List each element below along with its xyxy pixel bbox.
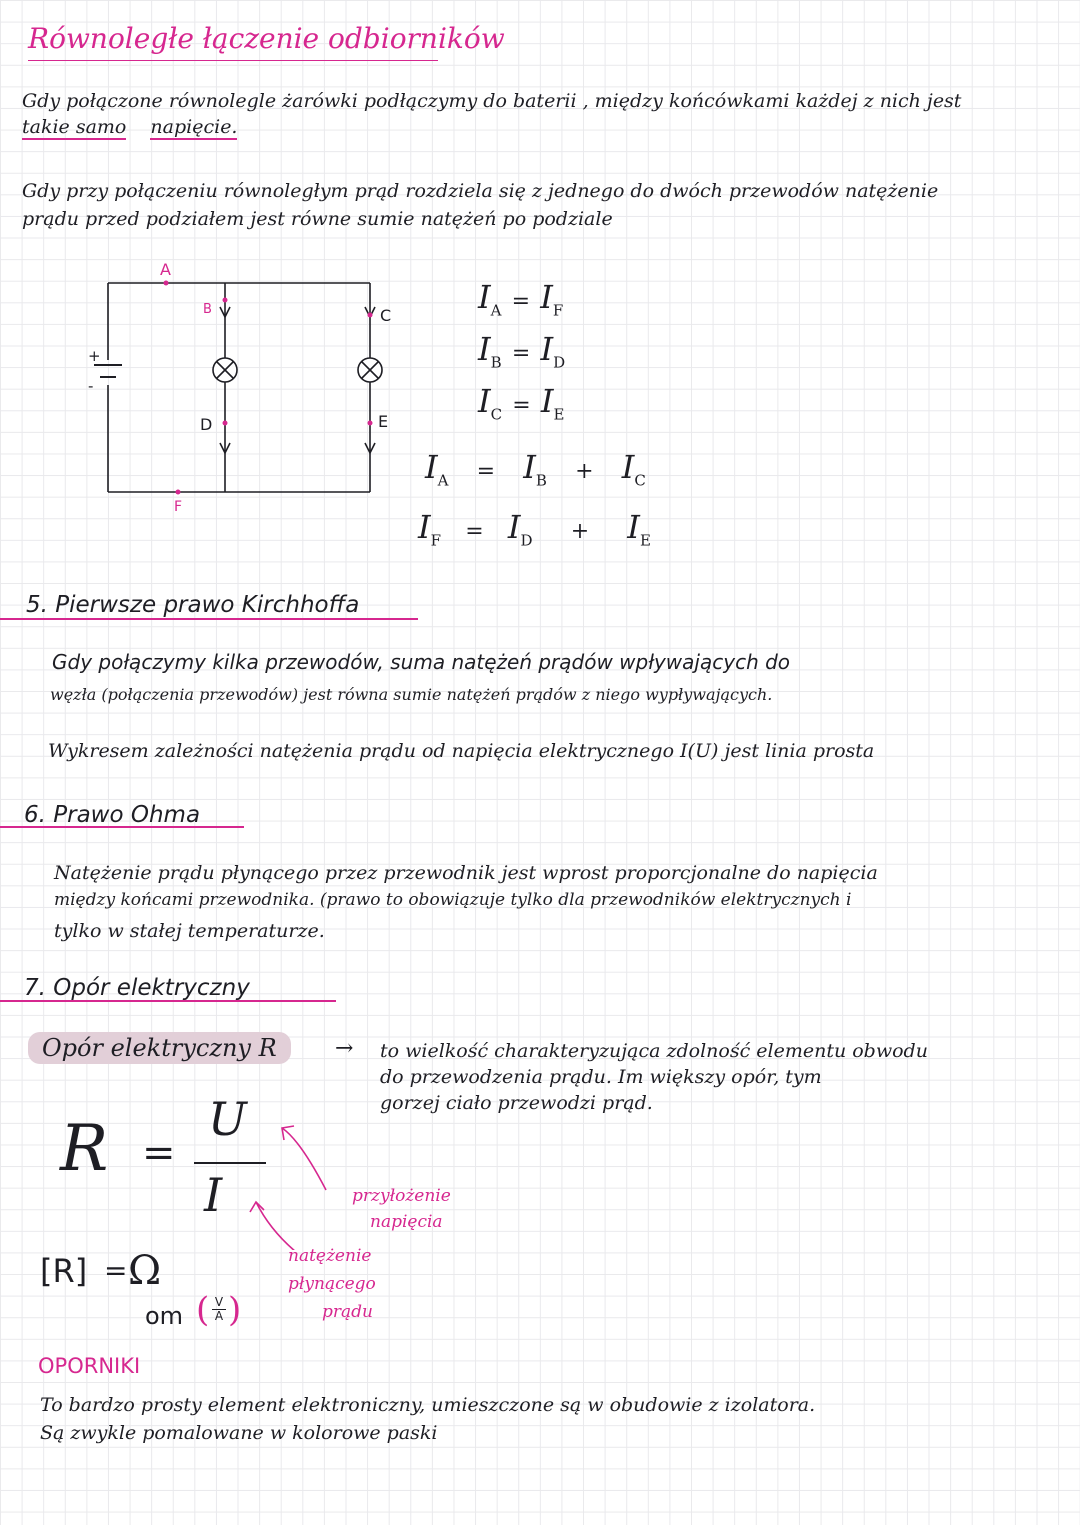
equation-if-sum: $I_F = I_D + I_E$ <box>418 508 651 550</box>
page-title: Równoległe łączenie odbiorników <box>28 22 505 55</box>
lamp-2-icon <box>358 358 382 382</box>
unit-equals: = <box>104 1254 128 1287</box>
definition-arrow: → <box>335 1036 354 1061</box>
section-6-line-3: tylko w stałej temperaturze. <box>54 920 325 942</box>
note-current-1: natężenie <box>288 1246 372 1266</box>
section-5-underline <box>0 618 418 620</box>
intro-underlined-2: napięcie. <box>150 116 238 138</box>
section-5-heading: 5. Pierwsze prawo Kirchhoffa <box>26 592 360 618</box>
equation-ib-id: $I_B = I_D$ <box>478 330 566 372</box>
note-current-3: prądu <box>322 1302 373 1322</box>
label-f: F <box>174 499 183 515</box>
label-a: A <box>160 260 171 279</box>
node-d-dot <box>223 421 228 426</box>
unit-paren-right: ) <box>228 1290 242 1330</box>
label-c: C <box>380 306 392 325</box>
section-5-line-3: Wykresem zależności natężenia prądu od napięcia elektrycznego I(U) jest linia prosta <box>48 740 875 762</box>
title-underline <box>28 60 438 61</box>
annotation-arrows <box>240 1110 360 1250</box>
definition-line-2: do przewodzenia prądu. Im większy opór, tym <box>380 1066 822 1088</box>
resistance-highlight: Opór elektryczny R <box>28 1032 291 1064</box>
lamp-1-icon <box>213 358 237 382</box>
formula-equals: = <box>142 1130 176 1176</box>
definition-line-3: gorzej ciało przewodzi prąd. <box>380 1092 653 1114</box>
section-6-heading: 6. Prawo Ohma <box>24 802 201 828</box>
parallel-circuit-diagram <box>70 255 410 525</box>
section-6-underline <box>0 826 244 828</box>
unit-bracket-r: [R] <box>40 1252 88 1290</box>
split-line-1: Gdy przy połączeniu równoległym prąd rozdziela się z jednego do dwóch przewodów natężenie <box>22 180 939 202</box>
section-6-line-1: Natężenie prądu płynącego przez przewodnik jest wprost proporcjonalne do napięcia <box>54 862 878 884</box>
formula-numerator-u: U <box>208 1092 247 1146</box>
equation-ia-if: $I_A = I_F$ <box>478 278 564 320</box>
node-c-dot <box>368 313 373 318</box>
label-e: E <box>378 412 389 431</box>
split-line-2: prądu przed podziałem jest równe sumie natężeń po podziale <box>22 208 613 230</box>
resistors-line-2: Są zwykle pomalowane w kolorowe paski <box>40 1422 438 1444</box>
battery-plus-label: + <box>88 347 101 365</box>
formula-r: R <box>60 1112 109 1186</box>
equation-ic-ie: $I_C = I_E$ <box>478 382 565 424</box>
equation-ia-sum: $I_A = I_B + I_C$ <box>425 448 646 490</box>
label-d: D <box>200 415 213 434</box>
node-e-dot <box>368 421 373 426</box>
node-a-dot <box>164 281 169 286</box>
battery-minus-label: - <box>88 377 94 395</box>
ohm-symbol: Ω <box>128 1248 162 1294</box>
note-voltage-1: przyłożenie <box>352 1186 451 1206</box>
resistors-heading: OPORNIKI <box>38 1354 141 1378</box>
section-5-line-1: Gdy połączymy kilka przewodów, suma natężeń prądów wpływających do <box>52 650 791 674</box>
label-b: B <box>203 302 212 317</box>
note-current-2: płynącego <box>288 1274 376 1294</box>
definition-line-1: to wielkość charakteryzująca zdolność elementu obwodu <box>380 1040 928 1062</box>
intro-line-1: Gdy połączone równolegle żarówki podłączymy do baterii , między końcówkami każdej z nich jest <box>22 90 962 112</box>
section-5-line-2: węzła (połączenia przewodów) jest równa sumie natężeń prądów z niego wypływających. <box>50 685 773 704</box>
intro-line-2 <box>22 116 237 138</box>
unit-name-om: om <box>145 1302 184 1330</box>
resistors-line-1: To bardzo prosty element elektroniczny, umieszczone są w obudowie z izolatora. <box>40 1394 816 1416</box>
formula-denominator-i: I <box>204 1168 223 1222</box>
unit-fraction: V A <box>212 1296 226 1323</box>
node-b-dot <box>223 298 228 303</box>
note-voltage-2: napięcia <box>370 1212 443 1232</box>
intro-underlined-1: takie samo <box>22 116 127 138</box>
node-f-dot <box>176 490 181 495</box>
section-7-underline <box>0 1000 336 1002</box>
unit-paren-left: ( <box>196 1290 210 1330</box>
section-7-heading: 7. Opór elektryczny <box>24 975 250 1001</box>
section-6-line-2: między końcami przewodnika. (prawo to obowiązuje tylko dla przewodników elektrycznych i <box>54 890 852 910</box>
